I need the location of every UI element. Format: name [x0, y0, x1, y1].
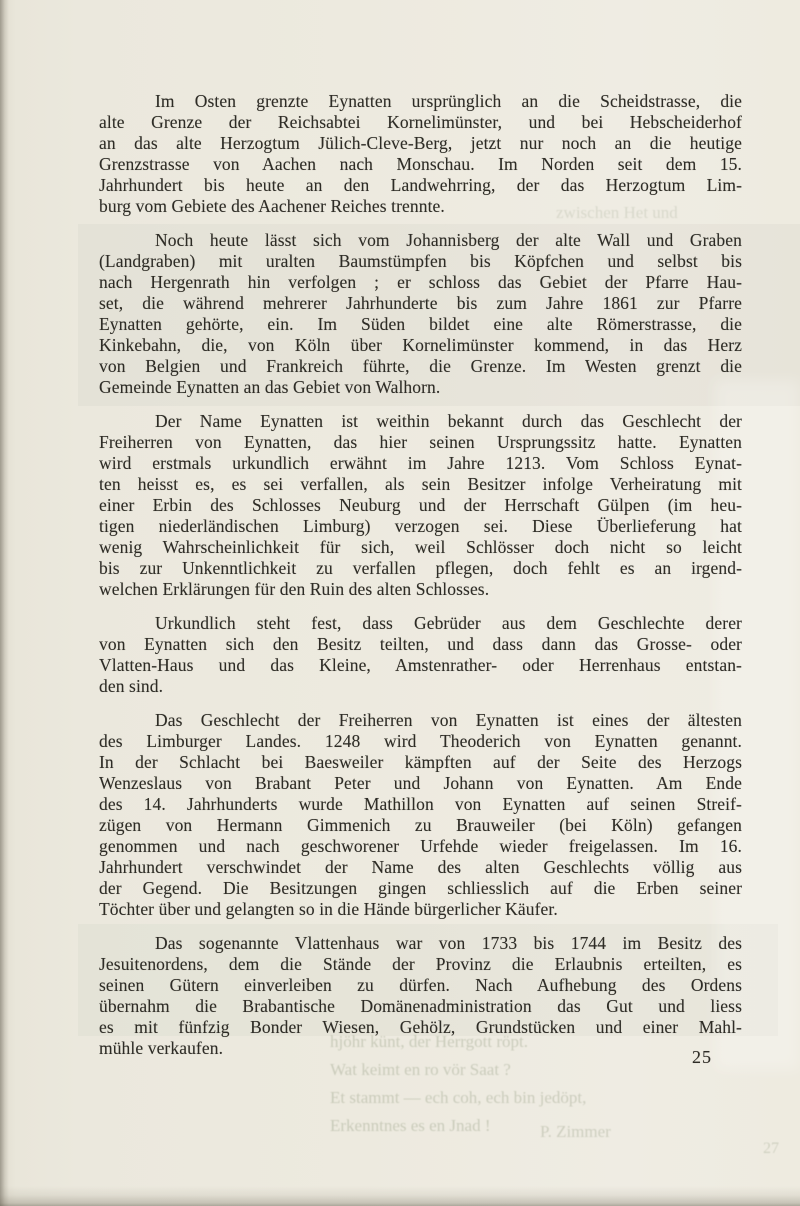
text-line: Töchter über und gelangten so in die Hände bürgerlicher Käufer. [99, 899, 558, 919]
text-line: zügen von Hermann Gimmenich zu Brauweiler (bei Köln) gefangen [99, 815, 742, 835]
text-line: Das sogenannte Vlattenhaus war von 1733 bis 1744 im Besitz des [155, 933, 742, 953]
bleedthrough-line: hjöhr künt, der Herrgott röpt. [330, 1032, 528, 1051]
text-line: übernahm die Brabantische Domänenadministration das Gut und liess [99, 996, 742, 1016]
text-line: des 14. Jahrhunderts wurde Mathillon von Eynatten auf seinen Streif- [99, 794, 742, 814]
paragraph [99, 230, 742, 398]
text-line: von Eynatten sich den Besitz teilten, und dass dann das Grosse- oder [99, 634, 742, 654]
bleedthrough-text [330, 1028, 690, 1140]
text-line: seinen Gütern einverleiben zu dürfen. Nach Aufhebung des Ordens [99, 975, 742, 995]
text-line: Der Name Eynatten ist weithin bekannt durch das Geschlecht der [155, 411, 742, 431]
text-line: Jahrhundert verschwindet der Name des alten Geschlechts völlig aus [99, 857, 742, 877]
text-line: Im Osten grenzte Eynatten ursprünglich an die Scheidstrasse, die [155, 91, 742, 111]
text-line: welchen Erklärungen für den Ruin des alten Schlosses. [99, 579, 490, 599]
text-line: Vlatten-Haus und das Kleine, Amstenrather- oder Herrenhaus entstan- [99, 655, 742, 675]
text-line: Das Geschlecht der Freiherren von Eynatten ist eines der ältesten [155, 710, 742, 730]
text-line: der Gegend. Die Besitzungen gingen schliesslich auf die Erben seiner [99, 878, 742, 898]
bleedthrough-signature: P. Zimmer [540, 1122, 611, 1141]
text-line: (Landgraben) mit uralten Baumstümpfen bis Köpfchen und selbst bis [99, 251, 742, 271]
bleedthrough-line: Erkenntnes es en Jnad ! [330, 1116, 491, 1135]
text-line: Kinkebahn, die, von Köln über Kornelimünster kommend, in das Herz [99, 335, 742, 355]
text-line: Grenzstrasse von Aachen nach Monschau. Im Norden seit dem 15. [99, 154, 742, 174]
text-line: set, die während mehrerer Jahrhunderte bis zum Jahre 1861 zur Pfarre [99, 293, 742, 313]
paragraph [99, 91, 742, 217]
paragraph [99, 411, 742, 600]
bleedthrough-line: Wat keimt en ro vör Saat ? [330, 1060, 511, 1079]
page-text [99, 91, 742, 1059]
text-line: alte Grenze der Reichsabtei Kornelimünster, und bei Hebscheiderhof [99, 112, 742, 132]
text-line: In der Schlacht bei Baesweiler kämpften auf der Seite des Herzogs [99, 752, 742, 772]
page-left-edge-shadow [0, 0, 9, 1206]
text-line: einer Erbin des Schlosses Neuburg und der Herrschaft Gülpen (im heu- [99, 495, 742, 515]
bleedthrough-fragment: zwischen Het und [556, 203, 678, 222]
text-line: Noch heute lässt sich vom Johannisberg der alte Wall und Graben [155, 230, 742, 250]
page-number: 25 [692, 1047, 712, 1067]
text-line: Wenzeslaus von Brabant Peter und Johann von Eynatten. Am Ende [99, 773, 742, 793]
text-line: mühle verkaufen. [99, 1038, 224, 1058]
text-line: ten heisst es, es sei verfallen, als sein Besitzer infolge Verheiratung mit [99, 474, 742, 494]
text-line: Jesuitenordens, dem die Stände der Provinz die Erlaubnis erteilten, es [99, 954, 742, 974]
text-line: tigen niederländischen Limburg) verzogen sei. Diese Überlieferung hat [99, 516, 742, 536]
text-line: den sind. [99, 676, 164, 696]
text-line: es mit fünfzig Bonder Wiesen, Gehölz, Grundstücken und einer Mahl- [99, 1017, 742, 1037]
text-line: an das alte Herzogtum Jülich-Cleve-Berg, jetzt nur noch an die heutige [99, 133, 742, 153]
paragraph [99, 710, 742, 920]
text-line: Gemeinde Eynatten an das Gebiet von Walhorn. [99, 377, 441, 397]
text-line: nach Hergenrath hin verfolgen ; er schloss das Gebiet der Pfarre Hau- [99, 272, 742, 292]
text-line: wird erstmals urkundlich erwähnt im Jahre 1213. Vom Schloss Eynat- [99, 453, 742, 473]
text-line: wenig Wahrscheinlichkeit für sich, weil Schlösser doch nicht so leicht [99, 537, 742, 557]
paragraph [99, 613, 742, 697]
ghost-page-number: 27 [763, 1140, 779, 1157]
text-line: burg vom Gebiete des Aachener Reiches trennte. [99, 196, 445, 216]
text-line: genommen und nach geschworener Urfehde wieder freigelassen. Im 16. [99, 836, 742, 856]
text-line: Eynatten gehörte, ein. Im Süden bildet eine alte Römerstrasse, die [99, 314, 742, 334]
bleedthrough-line: Et stammt — ech coh, ech bin jedöpt, [330, 1088, 587, 1107]
text-line: Urkundlich steht fest, dass Gebrüder aus dem Geschlechte derer [155, 613, 742, 633]
page-bottom-edge-shadow [0, 1186, 800, 1206]
text-line: des Limburger Landes. 1248 wird Theoderich von Eynatten genannt. [99, 731, 742, 751]
text-line: Jahrhundert bis heute an den Landwehrring, der das Herzogtum Lim- [99, 175, 742, 195]
text-line: Freiherren von Eynatten, das hier seinen Ursprungssitz hatte. Eynatten [99, 432, 742, 452]
text-line: bis zur Unkenntlichkeit zu verfallen pflegen, doch fehlt es an irgend- [99, 558, 742, 578]
text-line: von Belgien und Frankreich führte, die Grenze. Im Westen grenzt die [99, 356, 742, 376]
